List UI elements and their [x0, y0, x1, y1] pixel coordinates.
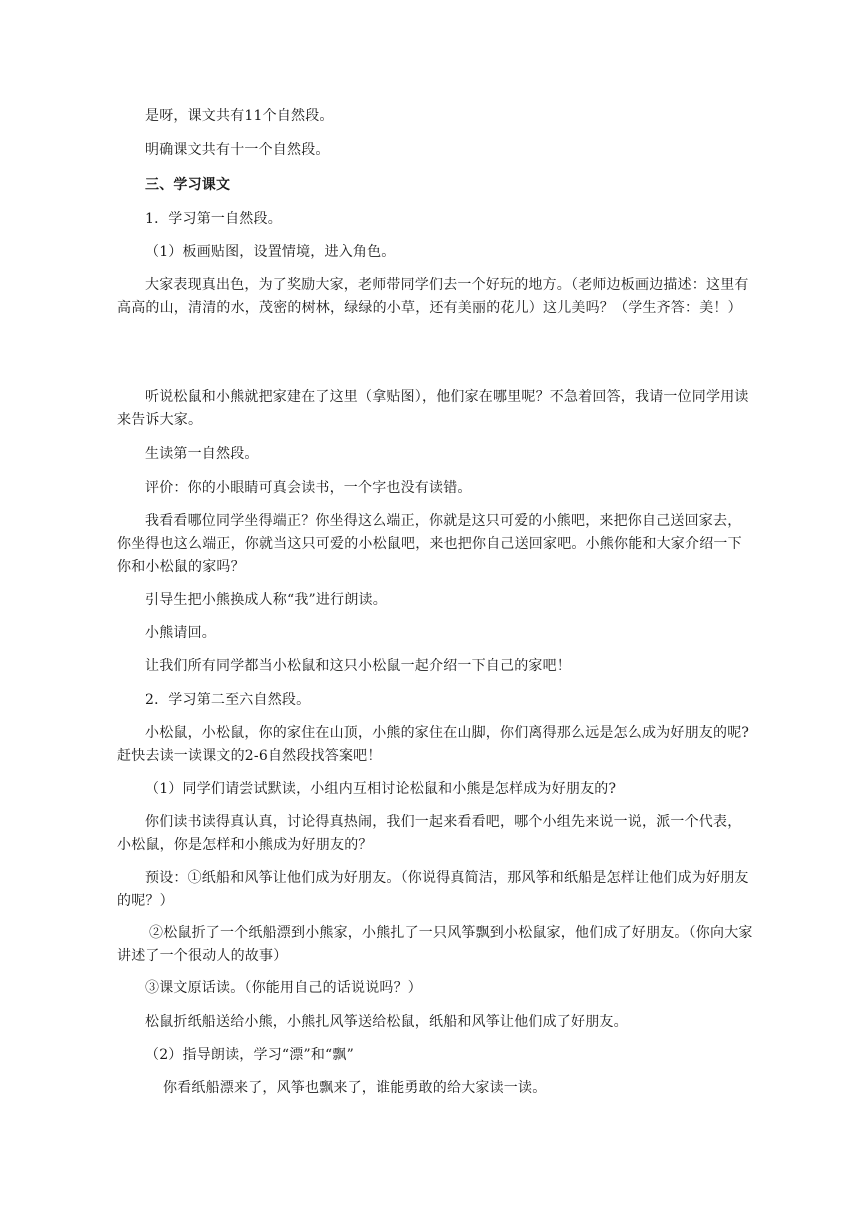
paragraph: 小熊请回。 — [145, 625, 216, 641]
paragraph: 引导生把小熊换成人称“我”进行朗读。 — [145, 592, 387, 608]
paragraph: 评价：你的小眼睛可真会读书，一个字也没有读错。 — [145, 480, 472, 496]
paragraph: （1）板画贴图，设置情境，进入角色。 — [145, 244, 396, 260]
paragraph: ②松鼠折了一个纸船漂到小熊家，小熊扎了一只风筝飘到小松鼠家，他们成了好朋友。（你向大家讲述了一个很动人的故事） — [117, 925, 753, 964]
paragraph: （1）同学们请尝试默读，小组内互相讨论松鼠和小熊是怎样成为好朋友的? — [145, 781, 617, 797]
paragraph: 你们读书读得真认真，讨论得真热闹，我们一起来看看吧，哪个小组先来说一说，派一个代表，小松鼠，你是怎样和小熊成为好朋友的？ — [117, 814, 742, 853]
paragraph: 预设：①纸船和风筝让他们成为好朋友。（你说得真简洁，那风筝和纸船是怎样让他们成为好朋友的呢？） — [117, 870, 749, 909]
paragraph: 明确课文共有十一个自然段。 — [145, 142, 330, 158]
paragraph: 听说松鼠和小熊就把家建在了这里（拿贴图），他们家在哪里呢？不急着回答，我请一位同学用读来告诉大家。 — [117, 389, 749, 428]
paragraph: 大家表现真出色，为了奖励大家，老师带同学们去一个好玩的地方。（老师边板画边描述：这里有高高的山，清清的水，茂密的树林，绿绿的小草，还有美丽的花儿）这儿美吗？（学生齐答：美！） — [117, 277, 749, 316]
paragraph: 小松鼠，小松鼠，你的家住在山顶，小熊的家住在山脚，你们离得那么远是怎么成为好朋友的呢?赶快去读一读课文的2-6自然段找答案吧！ — [117, 725, 750, 764]
paragraph: 让我们所有同学都当小松鼠和这只小松鼠一起介绍一下自己的家吧！ — [145, 658, 571, 674]
paragraph: 生读第一自然段。 — [145, 446, 259, 462]
subsection-heading: 1．学习第一自然段。 — [145, 211, 282, 227]
subsection-heading: 2．学习第二至六自然段。 — [145, 692, 311, 708]
paragraph: 是呀，课文共有11个自然段。 — [145, 108, 334, 124]
section-heading: 三、学习课文 — [145, 177, 231, 193]
paragraph: 我看看哪位同学坐得端正？你坐得这么端正，你就是这只可爱的小熊吧，来把你自己送回家去，你坐得也这么端正，你就当这只可爱的小松鼠吧，来也把你自己送回家吧。小熊你能和大家介绍一下你和小松鼠的家吗？ — [117, 513, 742, 575]
paragraph: ③课文原话读。（你能用自己的话说说吗？） — [145, 980, 422, 996]
paragraph: 你看纸船漂来了，风筝也飘来了，谁能勇敢的给大家读一读。 — [163, 1080, 547, 1096]
paragraph: （2）指导朗读，学习“漂”和“飘” — [145, 1047, 354, 1063]
paragraph: 松鼠折纸船送给小熊，小熊扎风筝送给松鼠，纸船和风筝让他们成了好朋友。 — [145, 1014, 628, 1030]
